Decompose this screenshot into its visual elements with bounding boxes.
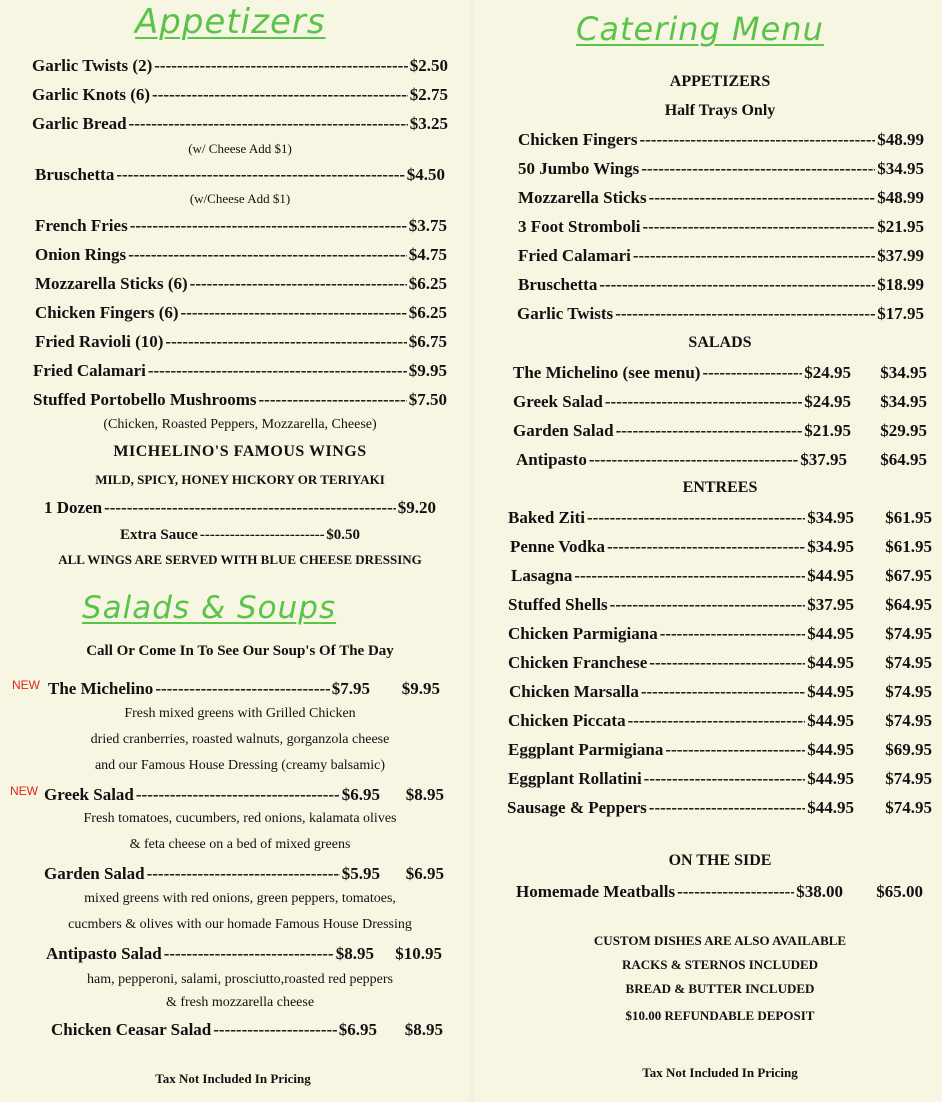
catering-title: Catering Menu — [576, 10, 824, 48]
catering-note: $10.00 REFUNDABLE DEPOSIT — [625, 1008, 815, 1023]
catering-item: Chicken Marsalla ----- $44.95 $74.95 — [509, 682, 932, 702]
catering-item: Eggplant Parmigiana ----- $44.95 $69.95 — [508, 740, 932, 760]
salad-desc: cucmbers & olives with our homade Famous House Dressing — [68, 917, 412, 932]
wings-flavors: MILD, SPICY, HONEY HICKORY OR TERIYAKI — [95, 472, 385, 487]
new-badge: NEW — [12, 678, 40, 692]
section-heading: ON THE SIDE — [668, 852, 772, 869]
salads-title: Salads & Soups — [82, 590, 337, 626]
catering-item: Bruschetta ----- $18.99 — [518, 275, 924, 295]
page-fold — [470, 0, 474, 1102]
tax-note: Tax Not Included In Pricing — [155, 1071, 311, 1086]
catering-item: Eggplant Rollatini ----- $44.95 $74.95 — [508, 769, 932, 789]
salad-item: Antipasto Salad ----- $8.95 $10.95 — [46, 944, 442, 964]
catering-item: Penne Vodka ----- $34.95 $61.95 — [510, 537, 932, 557]
catering-item: Chicken Parmigiana ----- $44.95 $74.95 — [508, 624, 932, 644]
menu-item: Garlic Twists (2) ----- $2.50 — [32, 56, 448, 76]
section-heading: APPETIZERS — [669, 73, 771, 90]
salad-item: The Michelino ----- $7.95 $9.95 — [48, 679, 440, 699]
catering-note: BREAD & BUTTER INCLUDED — [625, 981, 815, 996]
soup-note: Call Or Come In To See Our Soup's Of The Day — [86, 643, 394, 659]
menu-item: Mozzarella Sticks (6) ----- $6.25 — [35, 274, 447, 294]
menu-item: French Fries ----- $3.75 — [35, 216, 447, 236]
salad-desc: & feta cheese on a bed of mixed greens — [129, 837, 351, 852]
catering-item: Mozzarella Sticks ----- $48.99 — [518, 188, 924, 208]
salad-desc: ham, pepperoni, salami, prosciutto,roasted red peppers — [87, 972, 393, 987]
salad-item: Garden Salad ----- $5.95 $6.95 — [44, 864, 444, 884]
wings-title: MICHELINO'S FAMOUS WINGS — [113, 443, 367, 460]
catering-item: Chicken Piccata ----- $44.95 $74.95 — [508, 711, 932, 731]
menu-item: Stuffed Portobello Mushrooms ----- $7.50 — [33, 390, 447, 410]
catering-item: Antipasto ----- $37.95 $64.95 — [516, 450, 927, 470]
tax-note: Tax Not Included In Pricing — [642, 1065, 798, 1080]
item-note: (w/ Cheese Add $1) — [188, 141, 292, 156]
appetizers-title: Appetizers — [135, 2, 326, 42]
catering-item: Garden Salad ----- $21.95 $29.95 — [513, 421, 927, 441]
catering-note: CUSTOM DISHES ARE ALSO AVAILABLE — [593, 933, 847, 948]
menu-item: Extra Sauce ----- $0.50 — [120, 527, 360, 544]
catering-item: 3 Foot Stromboli ----- $21.95 — [518, 217, 924, 237]
catering-item: Sausage & Peppers ----- $44.95 $74.95 — [507, 798, 932, 818]
catering-item: Chicken Franchese ----- $44.95 $74.95 — [508, 653, 932, 673]
menu-item: Onion Rings ----- $4.75 — [35, 245, 447, 265]
menu-item: Bruschetta ----- $4.50 — [35, 165, 445, 185]
catering-note: RACKS & STERNOS INCLUDED — [621, 957, 819, 972]
section-heading: SALADS — [688, 334, 752, 351]
section-heading: ENTREES — [682, 479, 758, 496]
catering-item: The Michelino (see menu) ----- $24.95 $34.95 — [513, 363, 927, 383]
catering-item: Garlic Twists ----- $17.95 — [517, 304, 924, 324]
wings-note: ALL WINGS ARE SERVED WITH BLUE CHEESE DRESSING — [58, 552, 422, 567]
catering-item: Stuffed Shells ----- $37.95 $64.95 — [508, 595, 932, 615]
catering-item: 50 Jumbo Wings ----- $34.95 — [518, 159, 924, 179]
salad-desc: and our Famous House Dressing (creamy balsamic) — [94, 758, 386, 773]
menu-item: Fried Calamari ----- $9.95 — [33, 361, 447, 381]
item-note: (Chicken, Roasted Peppers, Mozzarella, Cheese) — [103, 417, 377, 432]
salad-desc: dried cranberries, roasted walnuts, gorganzola cheese — [90, 732, 390, 747]
menu-item: Garlic Bread ----- $3.25 — [32, 114, 448, 134]
catering-item: Lasagna ----- $44.95 $67.95 — [511, 566, 932, 586]
catering-item: Baked Ziti ----- $34.95 $61.95 — [508, 508, 932, 528]
menu-item: Fried Ravioli (10) ----- $6.75 — [35, 332, 447, 352]
salad-item: Greek Salad ----- $6.95 $8.95 — [44, 785, 444, 805]
catering-item: Fried Calamari ----- $37.99 — [518, 246, 924, 266]
menu-item: Garlic Knots (6) ----- $2.75 — [32, 85, 448, 105]
salad-desc: Fresh mixed greens with Grilled Chicken — [124, 706, 356, 721]
menu-item: Chicken Fingers (6) ----- $6.25 — [35, 303, 447, 323]
menu-item: 1 Dozen ----- $9.20 — [44, 498, 436, 518]
catering-item: Greek Salad ----- $24.95 $34.95 — [513, 392, 927, 412]
salad-item: Chicken Ceasar Salad ----- $6.95 $8.95 — [51, 1020, 443, 1040]
salad-desc: Fresh tomatoes, cucumbers, red onions, kalamata olives — [83, 811, 397, 826]
salad-desc: & fresh mozzarella cheese — [165, 995, 315, 1010]
new-badge: NEW — [10, 784, 38, 798]
salad-desc: mixed greens with red onions, green peppers, tomatoes, — [84, 891, 396, 906]
catering-item: Homemade Meatballs ----- $38.00 $65.00 — [516, 882, 923, 902]
section-subheading: Half Trays Only — [664, 102, 776, 119]
item-note: (w/Cheese Add $1) — [189, 191, 291, 206]
catering-item: Chicken Fingers ----- $48.99 — [518, 130, 924, 150]
